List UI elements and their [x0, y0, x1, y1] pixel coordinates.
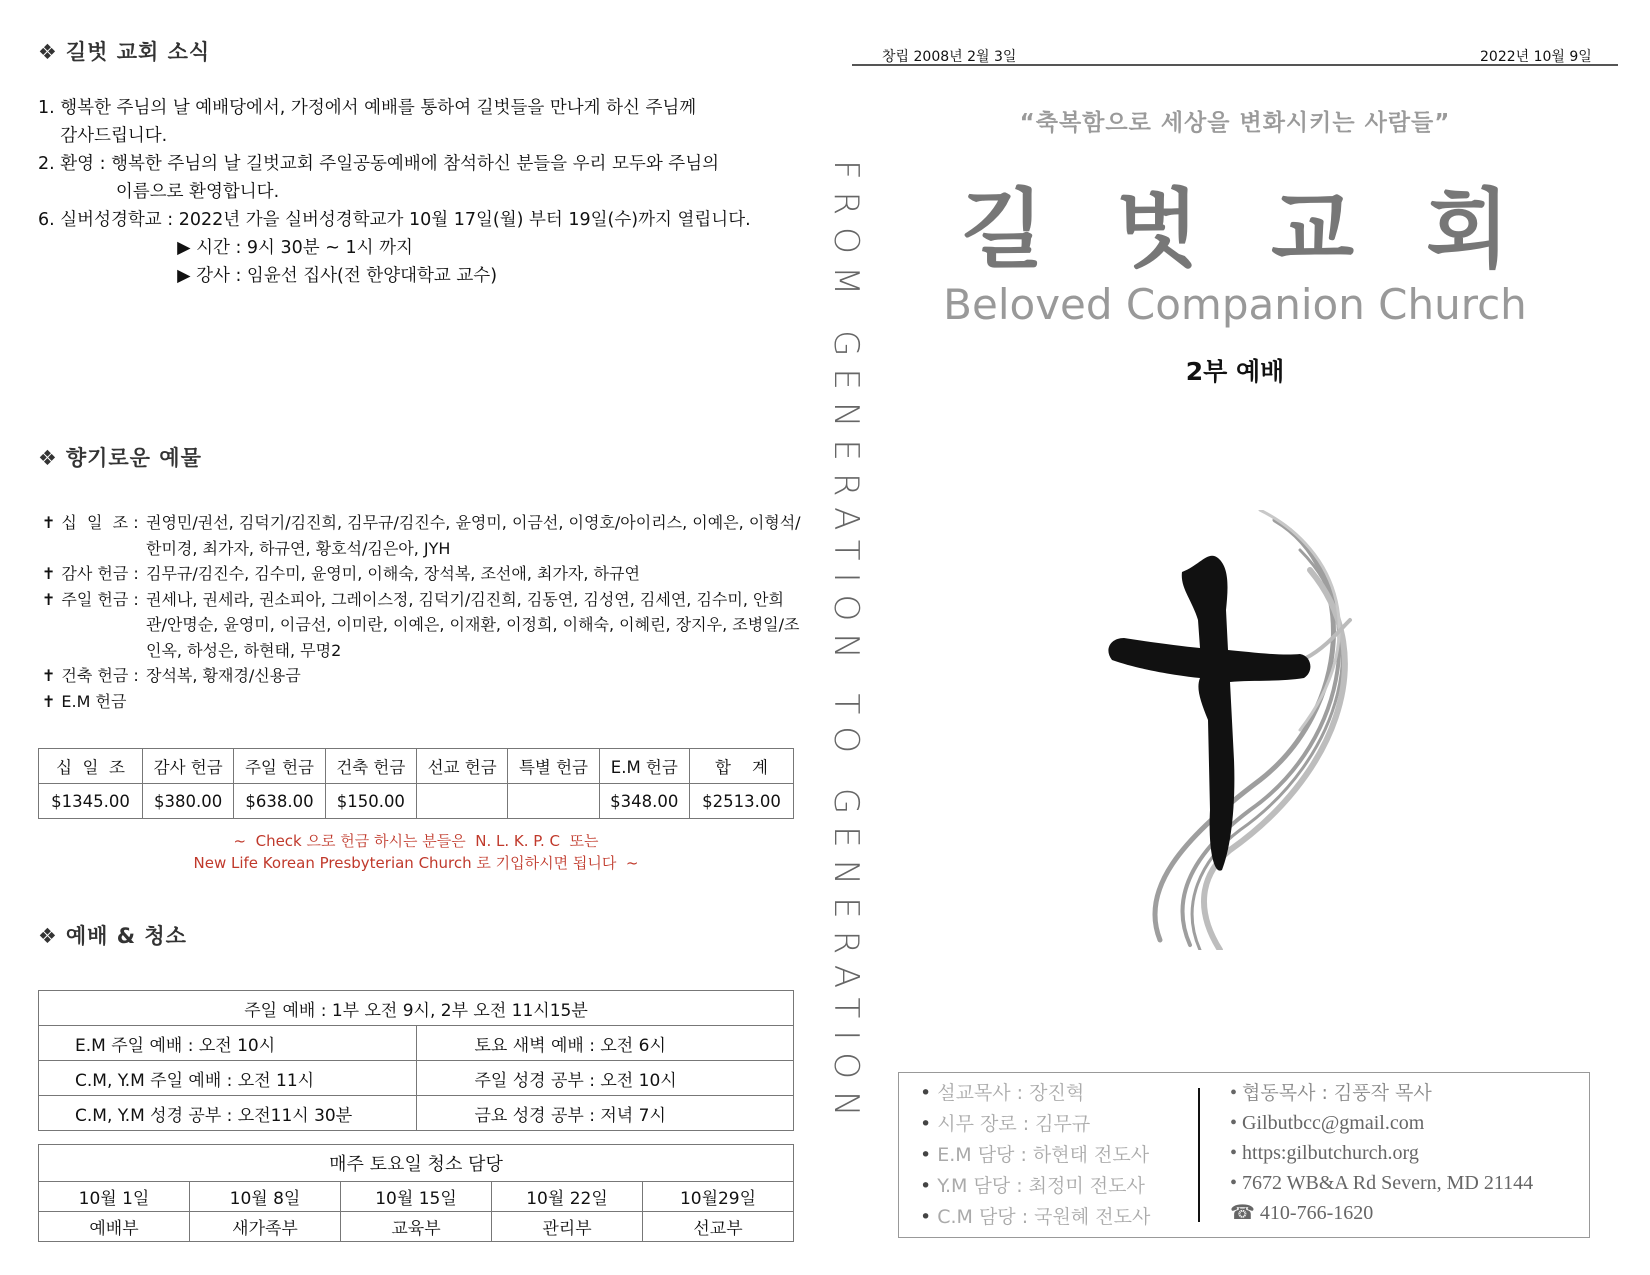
offering-names: 장석복, 황재경/신용금	[146, 666, 301, 685]
cross-icon: ✝	[42, 666, 56, 685]
offering-col-header: 특별 헌금	[508, 749, 599, 784]
founded-date: 창립 2008년 2월 3일	[882, 49, 1017, 65]
staff-item	[920, 1202, 1150, 1233]
offering-col-header: 주일 헌금	[234, 749, 325, 784]
staff-item	[920, 1140, 1150, 1171]
offering-list	[42, 510, 802, 714]
offering-amount: $1345.00	[39, 784, 143, 819]
news-line: ▶ 시간 : 9시 30분 ~ 1시 까지	[38, 238, 413, 258]
cross-logo-icon	[1100, 510, 1400, 950]
bullet-icon: •	[1230, 1112, 1243, 1134]
staff-text: Y.M 담당 : 최정미 전도사	[937, 1175, 1145, 1197]
offering-row	[42, 663, 802, 689]
offering-label: 십 일 조 :	[61, 513, 139, 532]
news-line: 감사드립니다.	[38, 126, 168, 146]
cross-icon: ✝	[42, 691, 56, 711]
offering-names	[146, 689, 802, 715]
schedule-cell: 토요 새벽 예배 : 오전 6시	[416, 1026, 794, 1061]
phone-icon: ☎	[1230, 1202, 1255, 1224]
contact-item	[1230, 1168, 1533, 1198]
offering-row	[42, 561, 802, 587]
bullet-icon: •	[920, 1206, 932, 1228]
offering-amount: $150.00	[325, 784, 416, 819]
news-line: 2. 환영 : 행복한 주님의 날 길벗교회 주일공동예배에 참석하신 분들을 우리 모두와 주님의	[38, 154, 720, 174]
news-section-title	[38, 36, 210, 66]
offering-amount: $638.00	[234, 784, 325, 819]
info-divider	[1198, 1088, 1200, 1222]
contact-item	[1230, 1198, 1533, 1228]
cleaning-date: 10월29일	[643, 1182, 794, 1212]
check-note-line: New Life Korean Presbyterian Church 로 기입하시면 됩니다 ~	[193, 854, 639, 872]
diamond-bullet-icon: ❖	[38, 924, 58, 948]
offering-col-header: 합 계	[689, 749, 793, 784]
offering-row	[42, 510, 802, 561]
contact-item[interactable]	[1230, 1108, 1533, 1138]
offering-table-values	[39, 784, 794, 819]
bullet-icon: •	[920, 1175, 932, 1197]
vertical-motto: FROM GENERATION TO GENERATION	[826, 160, 866, 1129]
bullet-icon: •	[1230, 1172, 1243, 1194]
offering-col-header: 십 일 조	[39, 749, 143, 784]
offering-title: 향기로운 예물	[65, 446, 202, 470]
offering-col-header: 선교 헌금	[416, 749, 507, 784]
offering-col-header: E.M 헌금	[599, 749, 689, 784]
offering-label: 감사 헌금 :	[61, 564, 139, 583]
church-name-english: Beloved Companion Church	[943, 280, 1527, 329]
staff-text: 시무 장로 : 김무규	[937, 1113, 1091, 1135]
cleaning-group: 새가족부	[190, 1212, 341, 1242]
staff-text: E.M 담당 : 하현태 전도사	[937, 1144, 1150, 1166]
staff-item	[920, 1078, 1150, 1109]
staff-item	[920, 1109, 1150, 1140]
worship-section-title	[38, 920, 187, 950]
bullet-icon: •	[1230, 1142, 1243, 1164]
offering-amount: $2513.00	[689, 784, 793, 819]
news-title: 길벗 교회 소식	[65, 40, 211, 64]
header-divider	[852, 64, 1618, 66]
cleaning-date: 10월 22일	[492, 1182, 643, 1212]
cleaning-table	[38, 1144, 794, 1242]
cross-icon: ✝	[42, 513, 56, 532]
schedule-cell: 금요 성경 공부 : 저녁 7시	[416, 1096, 794, 1131]
cleaning-title: 매주 토요일 청소 담당	[39, 1145, 794, 1182]
church-slogan: “축복함으로 세상을 변화시키는 사람들”	[1019, 110, 1451, 136]
email-link[interactable]: Gilbutbcc@gmail.com	[1242, 1112, 1425, 1134]
offering-amount: $380.00	[143, 784, 234, 819]
cleaning-date: 10월 15일	[341, 1182, 492, 1212]
offering-label: 건축 헌금 :	[61, 666, 139, 685]
offering-row	[42, 587, 802, 664]
staff-list	[920, 1078, 1150, 1233]
cleaning-date: 10월 8일	[190, 1182, 341, 1212]
offering-names: 권세나, 권세라, 권소피아, 그레이스정, 김덕기/김진희, 김동연, 김성연, 김세연, 김수미, 안희관/안명순, 윤영미, 이금선, 이미란, 이예은, 이재환, 이정희, 이해숙, 이혜린, 장지우, 조병일/조인옥, 하성은, 하현태, 무명2	[146, 589, 800, 660]
schedule-cell: C.M, Y.M 성경 공부 : 오전11시 30분	[39, 1096, 417, 1131]
website-link[interactable]: https:gilbutchurch.org	[1242, 1142, 1419, 1164]
schedule-cell: C.M, Y.M 주일 예배 : 오전 11시	[39, 1061, 417, 1096]
offering-amount	[508, 784, 599, 819]
worship-schedule-table	[38, 990, 794, 1131]
offering-names: 김무규/김진수, 김수미, 윤영미, 이해숙, 장석복, 조선애, 최가자, 하규연	[146, 564, 640, 583]
service-title: 2부 예배	[1185, 357, 1285, 386]
news-list	[38, 94, 798, 290]
church-name-korean: 길벗교회	[960, 180, 1582, 280]
cross-icon: ✝	[42, 589, 56, 609]
offering-col-header: 건축 헌금	[325, 749, 416, 784]
offering-amount: $348.00	[599, 784, 689, 819]
offering-table	[38, 748, 794, 819]
bullet-icon: •	[1230, 1082, 1243, 1104]
news-line: 6. 실버성경학교 : 2022년 가을 실버성경학교가 10월 17일(월) 부터 19일(수)까지 열립니다.	[38, 210, 751, 230]
phone-number: 410-766-1620	[1259, 1202, 1374, 1224]
cleaning-group: 예배부	[39, 1212, 190, 1242]
offering-col-header: 감사 헌금	[143, 749, 234, 784]
bullet-icon: •	[920, 1082, 932, 1104]
staff-text: 설교목사 : 장진혁	[937, 1082, 1085, 1104]
worship-title: 예배 & 청소	[65, 924, 187, 948]
offering-row	[42, 689, 802, 715]
bullet-icon: •	[920, 1113, 932, 1135]
cleaning-date: 10월 1일	[39, 1182, 190, 1212]
schedule-cell: 주일 성경 공부 : 오전 10시	[416, 1061, 794, 1096]
cleaning-group: 관리부	[492, 1212, 643, 1242]
news-line: ▶ 강사 : 임윤선 집사(전 한양대학교 교수)	[38, 266, 498, 286]
offering-label: E.M 헌금	[61, 691, 127, 711]
cleaning-group: 교육부	[341, 1212, 492, 1242]
bulletin-date: 2022년 10월 9일	[1480, 49, 1592, 65]
staff-text: C.M 담당 : 국원혜 전도사	[937, 1206, 1151, 1228]
check-note	[38, 830, 794, 874]
contact-item[interactable]	[1230, 1138, 1533, 1168]
schedule-cell: E.M 주일 예배 : 오전 10시	[39, 1026, 417, 1061]
main-worship-time: 주일 예배 : 1부 오전 9시, 2부 오전 11시15분	[39, 991, 794, 1026]
news-line: 1. 행복한 주님의 날 예배당에서, 가정에서 예배를 통하여 길벗들을 만나게 하신 주님께	[38, 98, 697, 118]
assoc-pastor: 협동목사 : 김풍작 목사	[1242, 1082, 1432, 1104]
check-note-line: ~ Check 으로 헌금 하시는 분들은 N. L. K. P. C 또는	[233, 832, 599, 850]
offering-table-header	[39, 749, 794, 784]
cleaning-group: 선교부	[643, 1212, 794, 1242]
contact-list	[1230, 1078, 1533, 1228]
address-text: 7672 WB&A Rd Severn, MD 21144	[1242, 1172, 1534, 1194]
cross-icon: ✝	[42, 564, 56, 583]
contact-item	[1230, 1078, 1533, 1108]
offering-amount	[416, 784, 507, 819]
diamond-bullet-icon: ❖	[38, 446, 58, 470]
staff-item	[920, 1171, 1150, 1202]
diamond-bullet-icon: ❖	[38, 40, 58, 64]
offering-names: 권영민/권선, 김덕기/김진희, 김무규/김진수, 윤영미, 이금선, 이영호/아이리스, 이예은, 이형석/한미경, 최가자, 하규연, 황호석/김은아, JYH	[146, 513, 801, 558]
news-line: 이름으로 환영합니다.	[38, 182, 280, 202]
offering-section-title	[38, 442, 202, 472]
offering-label: 주일 헌금 :	[61, 589, 139, 609]
bullet-icon: •	[920, 1144, 932, 1166]
